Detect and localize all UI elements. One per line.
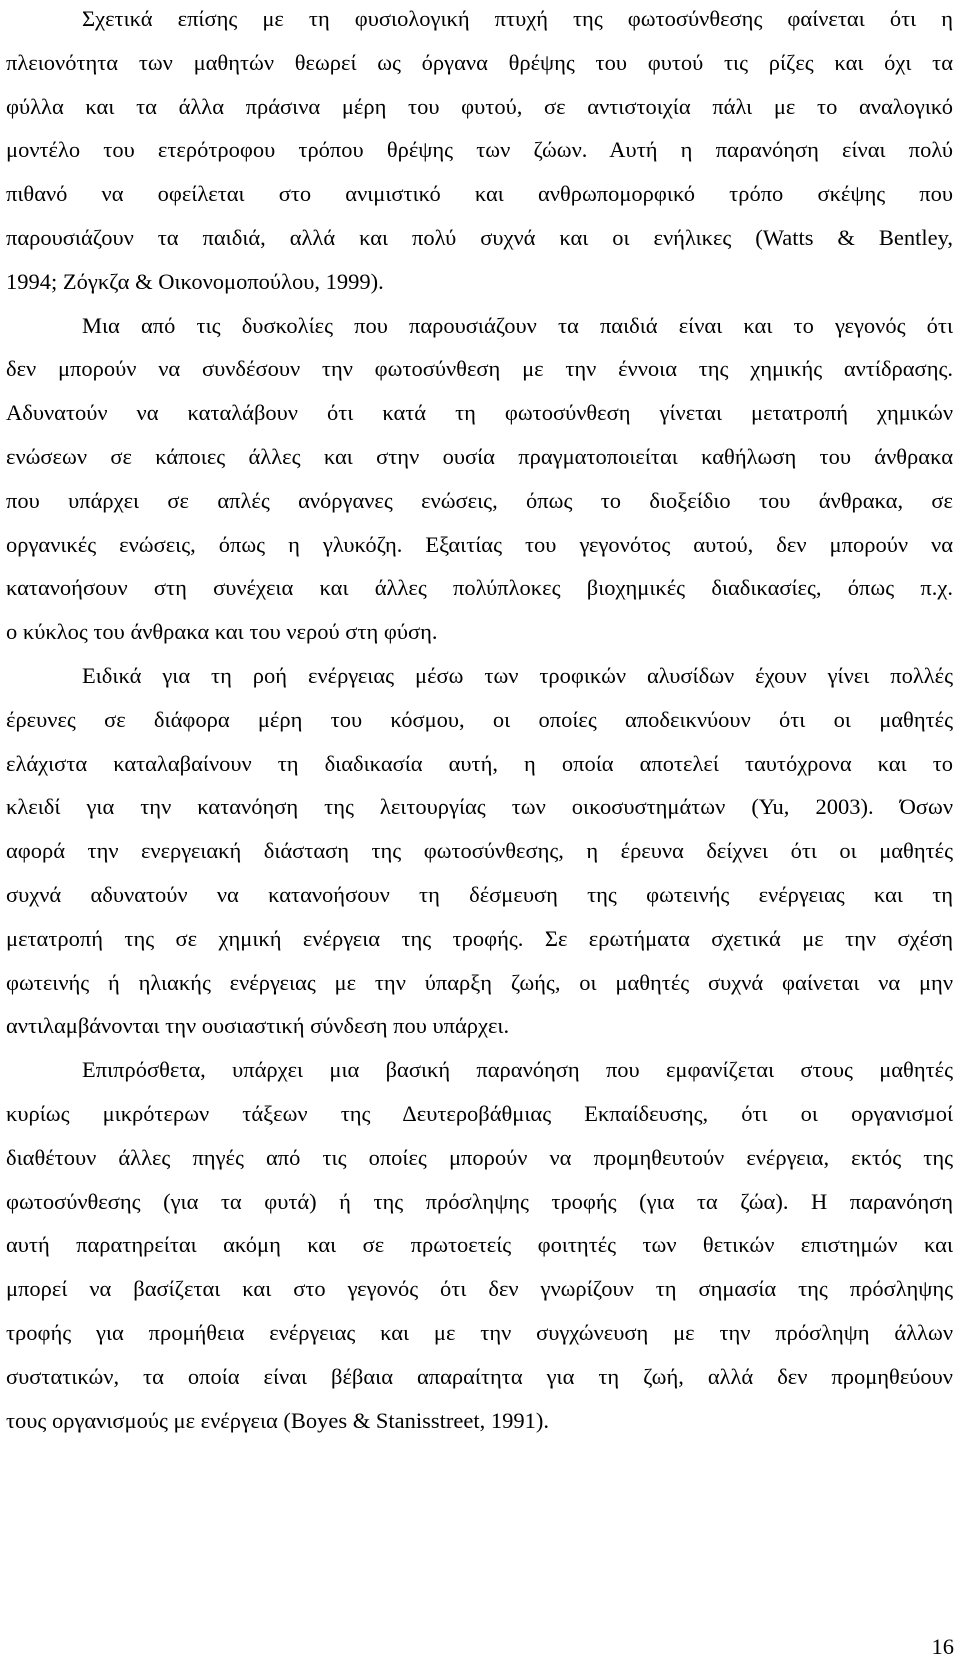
text-line: συχνά αδυνατούν να κατανοήσουν τη δέσμευση της φωτεινής ενέργειας και τη [6, 882, 953, 907]
text-line: 1994; Ζόγκζα & Οικονομοπούλου, 1999). [6, 268, 384, 294]
text-line: διαθέτουν άλλες πηγές από τις οποίες μπορούν να προμηθευτούν ενέργεια, εκτός της [6, 1144, 953, 1170]
text-line: φωτεινής ή ηλιακής ενέργειας με την ύπαρξη ζωής, οι μαθητές συχνά φαίνεται να μην [6, 969, 953, 995]
text-line: μπορεί να βασίζεται και στο γεγονός ότι δεν γνωρίζουν τη σημασία της πρόσληψης [6, 1276, 953, 1302]
text-line: έρευνες σε διάφορα μέρη του κόσμου, οι οποίες αποδεικνύουν ότι οι μαθητές [6, 706, 953, 732]
text-line: τους οργανισμούς με ενέργεια (Boyes & Stanisstreet, 1991). [6, 1407, 550, 1433]
text-line: Μια από τις δυσκολίες που παρουσιάζουν τα παιδιά είναι και το γεγονός ότι [82, 312, 953, 338]
text-line: οργανικές ενώσεις, όπως η γλυκόζη. Εξαιτίας του γεγονότος αυτού, δεν μπορούν να [6, 531, 953, 557]
text-line: Αδυνατούν να καταλάβουν ότι κατά τη φωτοσύνθεση γίνεται μετατροπή χημικών [6, 400, 953, 426]
text-line: Επιπρόσθετα, υπάρχει μια βασική παρανόηση που εμφανίζεται στους μαθητές [82, 1057, 953, 1083]
text-line: αντιλαμβάνονται την ουσιαστική σύνδεση που υπάρχει. [6, 1013, 510, 1039]
text-line: αυτή παρατηρείται ακόμη και σε πρωτοετείς φοιτητές των θετικών επιστημών και [6, 1232, 953, 1258]
text-line: μετατροπή της σε χημική ενέργεια της τροφής. Σε ερωτήματα σχετικά με την σχέση [6, 925, 953, 951]
text-line: μοντέλο του ετερότροφου τρόπου θρέψης των ζώων. Αυτή η παρανόηση είναι πολύ [6, 137, 953, 163]
text-line: ενώσεων σε κάποιες άλλες και στην ουσία πραγματοποιείται καθήλωση του άνθρακα [6, 444, 953, 469]
text-line: πλειονότητα των μαθητών θεωρεί ως όργανα θρέψης του φυτού τις ρίζες και όχι τα [6, 49, 953, 75]
text-line: φύλλα και τα άλλα πράσινα μέρη του φυτού, σε αντιστοιχία πάλι με το αναλογικό [6, 93, 953, 119]
text-line: ο κύκλος του άνθρακα και του νερού στη φύση. [6, 619, 438, 645]
text-line: τροφής για προμήθεια ενέργειας και με την συγχώνευση με την πρόσληψη άλλων [6, 1320, 953, 1345]
text-line: Ειδικά για τη ροή ενέργειας μέσω των τροφικών αλυσίδων έχουν γίνει πολλές [82, 663, 953, 688]
text-line: φωτοσύνθεσης (για τα φυτά) ή της πρόσληψης τροφής (για τα ζώα). Η παρανόηση [6, 1188, 953, 1214]
text-line: κατανοήσουν στη συνέχεια και άλλες πολύπλοκες βιοχημικές διαδικασίες, όπως π.χ. [6, 575, 953, 601]
text-line: Σχετικά επίσης με τη φυσιολογική πτυχή της φωτοσύνθεσης φαίνεται ότι η [82, 6, 953, 31]
text-line: κυρίως μικρότερων τάξεων της Δευτεροβάθμιας Εκπαίδευσης, ότι οι οργανισμοί [6, 1101, 953, 1126]
text-line: παρουσιάζουν τα παιδιά, αλλά και πολύ συχνά και οι ενήλικες (Watts & Bentley, [6, 225, 953, 250]
text-line: κλειδί για την κατανόηση της λειτουργίας των οικοσυστημάτων (Yu, 2003). Όσων [6, 794, 953, 820]
text-line: που υπάρχει σε απλές ανόργανες ενώσεις, όπως το διοξείδιο του άνθρακα, σε [6, 487, 953, 513]
text-line: πιθανό να οφείλεται στο ανιμιστικό και ανθρωπομορφικό τρόπο σκέψης που [6, 181, 953, 207]
text-line: δεν μπορούν να συνδέσουν την φωτοσύνθεση με την έννοια της χημικής αντίδρασης. [6, 356, 953, 382]
text-line: ελάχιστα καταλαβαίνουν τη διαδικασία αυτή, η οποία αποτελεί ταυτόχρονα και το [6, 750, 953, 776]
page-number: 16 [931, 1634, 954, 1659]
text-line: αφορά την ενεργειακή διάσταση της φωτοσύνθεσης, η έρευνα δείχνει ότι οι μαθητές [6, 838, 953, 864]
text-line: συστατικών, τα οποία είναι βέβαια απαραίτητα για τη ζωή, αλλά δεν προμηθεύουν [6, 1363, 953, 1389]
